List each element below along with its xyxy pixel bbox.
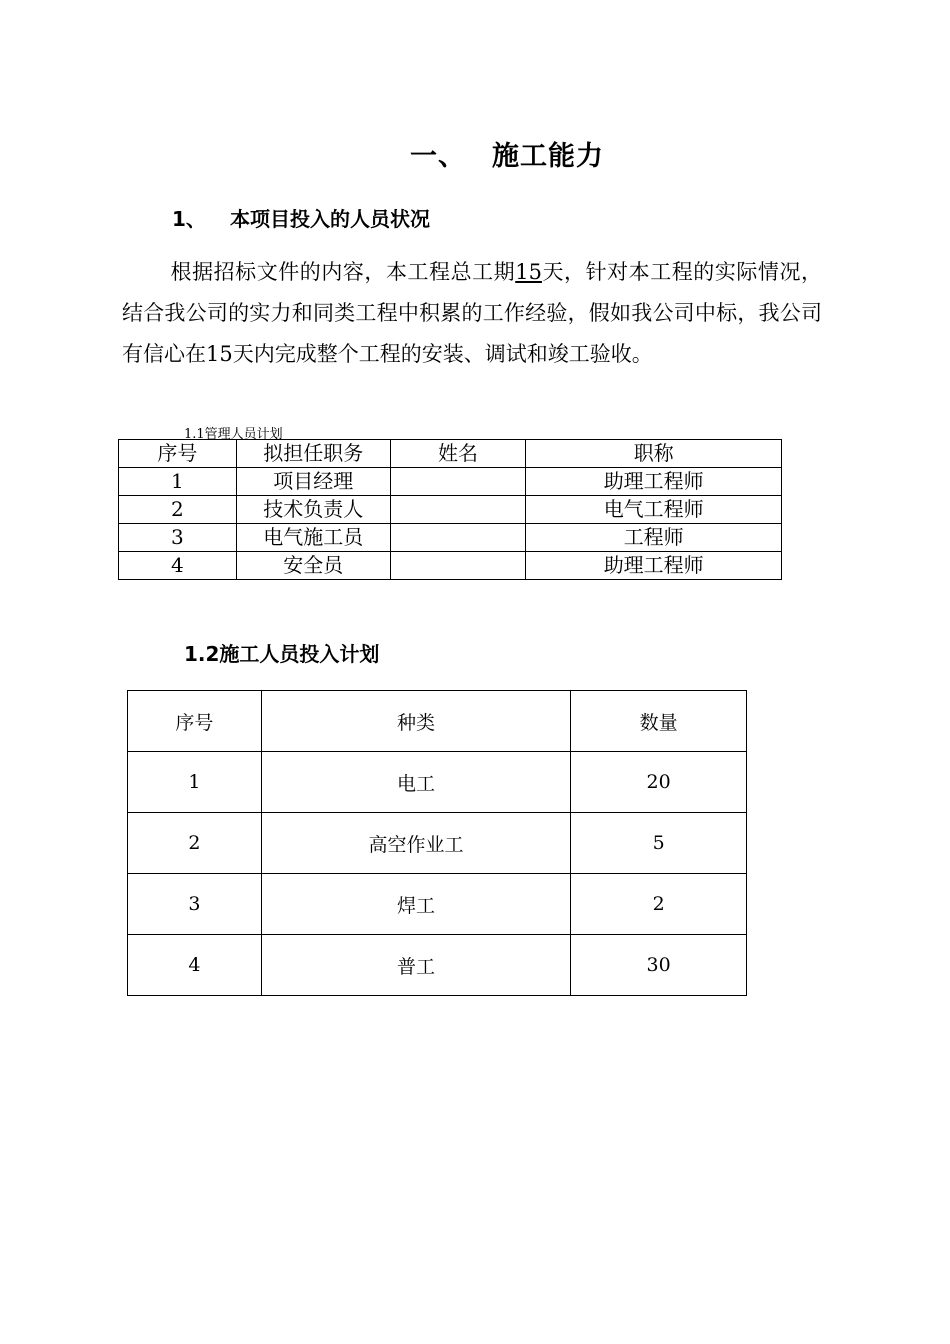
table-row (119, 496, 782, 524)
table-row (119, 468, 782, 496)
management-staff-table (118, 439, 782, 580)
table-header-cell: 拟担任职务 (236, 440, 390, 468)
table-cell: 20 (571, 752, 747, 813)
table-cell (390, 552, 526, 580)
subsection-number: 1、 (172, 207, 206, 231)
duration-days: 15 (515, 260, 542, 284)
table-row (128, 874, 747, 935)
table-row (128, 813, 747, 874)
table-cell: 电工 (261, 752, 570, 813)
paragraph-text-after: 天，针对本工程的实际情况，结合我公司的实力和同类工程中积累的工作经验，假如我公司中标，我公司有信心在15天内完成整个工程的安装、调试和竣工验收。 (122, 260, 823, 366)
table-row (119, 524, 782, 552)
table-cell: 助理工程师 (526, 552, 782, 580)
table-header-cell: 序号 (128, 691, 262, 752)
table-header-cell: 数量 (571, 691, 747, 752)
table-cell: 安全员 (236, 552, 390, 580)
body-paragraph (122, 252, 822, 375)
table-row (119, 552, 782, 580)
table-cell: 助理工程师 (526, 468, 782, 496)
table-header-cell: 种类 (261, 691, 570, 752)
table-cell: 2 (571, 874, 747, 935)
section-title: 施工能力 (492, 141, 604, 172)
construction-staff-table (127, 690, 747, 996)
table-row (128, 935, 747, 996)
section-heading (410, 134, 604, 173)
table-cell: 1 (128, 752, 262, 813)
table-cell: 1 (119, 468, 237, 496)
table-row (128, 752, 747, 813)
table-cell: 电气施工员 (236, 524, 390, 552)
table-cell: 高空作业工 (261, 813, 570, 874)
table-cell: 30 (571, 935, 747, 996)
table-cell (390, 496, 526, 524)
table-cell: 焊工 (261, 874, 570, 935)
subsection-heading (172, 203, 430, 232)
table-cell: 2 (119, 496, 237, 524)
table-header-cell: 姓名 (390, 440, 526, 468)
table-header-cell: 序号 (119, 440, 237, 468)
table-cell: 电气工程师 (526, 496, 782, 524)
table-cell: 技术负责人 (236, 496, 390, 524)
table-cell: 普工 (261, 935, 570, 996)
table-header-cell: 职称 (526, 440, 782, 468)
table-header-row (119, 440, 782, 468)
table-header-row (128, 691, 747, 752)
table-cell: 5 (571, 813, 747, 874)
table-cell: 工程师 (526, 524, 782, 552)
table-cell: 项目经理 (236, 468, 390, 496)
section-number: 一、 (410, 141, 466, 172)
table2-title: 1.2施工人员投入计划 (184, 642, 380, 666)
table-cell: 4 (128, 935, 262, 996)
table-cell: 3 (128, 874, 262, 935)
subsection-title: 本项目投入的人员状况 (230, 207, 430, 231)
table1-caption: 1.1管理人员计划 (184, 427, 283, 442)
table-cell: 3 (119, 524, 237, 552)
paragraph-text-before: 根据招标文件的内容，本工程总工期 (170, 260, 516, 284)
table-cell (390, 524, 526, 552)
table-cell (390, 468, 526, 496)
table-cell: 2 (128, 813, 262, 874)
table-cell: 4 (119, 552, 237, 580)
